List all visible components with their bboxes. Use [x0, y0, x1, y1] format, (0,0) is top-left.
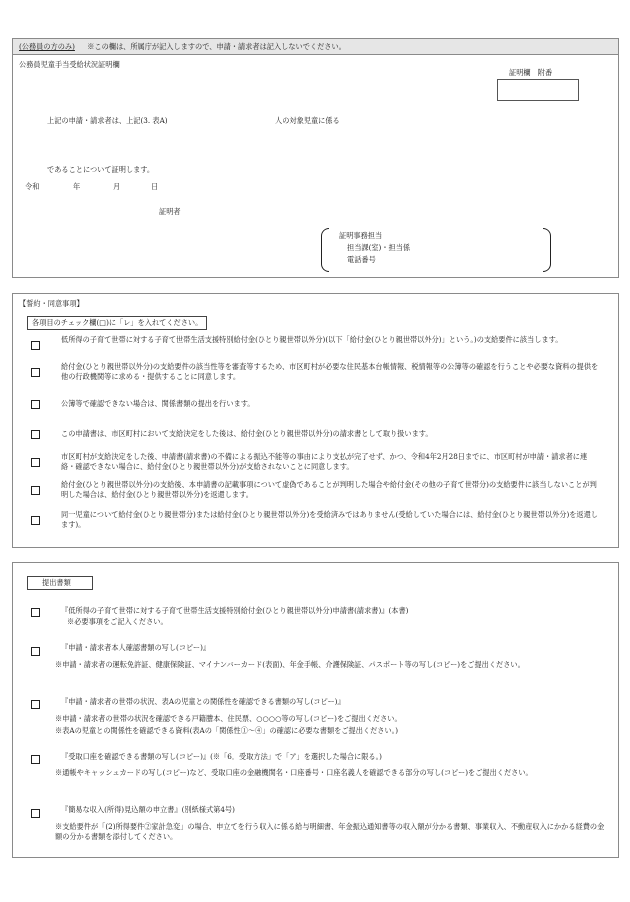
date-day: 日 [151, 182, 159, 191]
certify-line-1a: 上記の申請・請求者は、上記(3. 表A) [47, 116, 168, 125]
document-2-title: 『申請・請求者本人確認書類の写し(コピー)』 [61, 643, 211, 652]
office-dept-label: 担当課(室)・担当係 [347, 243, 411, 252]
document-3-title: 『申請・請求者の世帯の状況、表Aの児童との関係性を確認できる書類の写し(コピー)』 [61, 697, 345, 706]
pledge-item-7: 同一児童について給付金(ひとり親世帯分)または給付金(ひとり親世帯以外分)を受給済みではありません(受給していた場合には、給付金(ひとり親世帯以外分)を返還します)。 [61, 510, 598, 529]
document-checkbox-3[interactable] [31, 700, 40, 709]
date-era: 令和 [25, 182, 40, 191]
pledge-checkbox-3[interactable] [31, 400, 40, 409]
document-checkbox-1[interactable] [31, 608, 40, 617]
document-checkbox-2[interactable] [31, 647, 40, 656]
document-3-note-1: ※申請・請求者の世帯の状況を確認できる戸籍謄本、住民票、○○○○等の写し(コピー)をご提出ください。 [55, 714, 402, 723]
documents-title: 提出書類 [27, 576, 93, 590]
document-checkbox-4[interactable] [31, 755, 40, 764]
office-bracket-left [321, 228, 329, 272]
pledge-checkbox-7[interactable] [31, 516, 40, 525]
attached-number-field[interactable] [497, 79, 579, 101]
document-5-title: 『簡易な収入(所得)見込額の申立書』(別紙様式第4号) [61, 805, 235, 814]
document-1-note: ※必要事項をご記入ください。 [67, 617, 168, 626]
pledge-checkbox-1[interactable] [31, 341, 40, 350]
office-label: 証明事務担当 [339, 231, 383, 240]
pledge-item-3: 公簿等で確認できない場合は、関係書類の提出を行います。 [61, 399, 255, 408]
pledge-item-2: 給付金(ひとり親世帯以外分)の支給要件の該当性等を審査等するため、市区町村が必要な住民基本台帳情報、税情報等の公簿等の確認を行うことや必要な資料の提供を他の行政機関等に求める・提供することに同意します。 [61, 362, 599, 381]
section-header [13, 39, 618, 55]
date-year: 年 [73, 182, 81, 191]
section-title: 公務員児童手当受給状況証明欄 [19, 60, 120, 69]
pledge-checkbox-4[interactable] [31, 430, 40, 439]
office-phone-label: 電話番号 [347, 255, 376, 264]
pledge-title: 【誓約・同意事項】 [19, 299, 84, 308]
public-servant-section [12, 38, 619, 278]
pledge-instruction: 各項目のチェック欄(□)に「レ」を入れてください。 [27, 316, 207, 330]
required-documents-section [12, 562, 619, 858]
pledge-item-5: 市区町村が支給決定をした後、申請書(請求書)の不備による振込不能等の事由により支払が完了せず、かつ、令和4年2月28日までに、市区町村が申請・請求者に連絡・確認できない場合に、給付金(ひとり親世帯以外分)が支給されないことに同意します。 [61, 452, 588, 471]
document-1-title: 『低所得の子育て世帯に対する子育て世帯生活支援特別給付金(ひとり親世帯以外分)申請書(請求書)』(本書) [61, 606, 409, 615]
document-4-note: ※通帳やキャッシュカードの写し(コピー)など、受取口座の金融機関名・口座番号・口座名義人を確認できる部分の写し(コピー)をご提出ください。 [55, 768, 533, 777]
document-5-note: ※支給要件が「(2)所得要件②家計急変」の場合、申立てを行う収入に係る給与明細書、年金振込通知書等の収入額が分かる書類、事業収入、不動産収入にかかる経費の金額の分かる書類を添付してください。 [55, 822, 605, 841]
header-note: ※この欄は、所属庁が記入しますので、申請・請求者は記入しないでください。 [87, 42, 346, 51]
date-month: 月 [113, 182, 121, 191]
pledge-checkbox-6[interactable] [31, 486, 40, 495]
document-checkbox-5[interactable] [31, 809, 40, 818]
certify-line-1b: 人の対象児童に係る [275, 116, 340, 125]
office-bracket-right [543, 228, 551, 272]
pledge-item-1: 低所得の子育て世帯に対する子育て世帯生活支援特別給付金(ひとり親世帯以外分)(以下「給付金(ひとり親世帯以外分)」という。)の支給要件に該当します。 [61, 335, 563, 344]
pledge-item-6: 給付金(ひとり親世帯以外分)の支給後、本申請書の記載事項について虚偽であることが判明した場合や給付金(その他の子育て世帯分)の支給要件に該当しないことが判明した場合は、給付金(ひとり親世帯以外分)を返還します。 [61, 480, 597, 499]
attached-number-label: 証明欄 附番 [509, 68, 553, 77]
pledge-item-4: この申請書は、市区町村において支給決定をした後は、給付金(ひとり親世帯以外分)の請求書として取り扱います。 [61, 429, 433, 438]
header-title: (公務員の方のみ) [19, 42, 75, 51]
certifier-label: 証明者 [159, 207, 181, 216]
pledge-consent-section [12, 293, 619, 548]
pledge-checkbox-2[interactable] [31, 368, 40, 377]
pledge-checkbox-5[interactable] [31, 458, 40, 467]
certify-line-2: であることについて証明します。 [47, 165, 155, 174]
document-3-note-2: ※表Aの児童との関係性を確認できる資料(表Aの「関係性①〜④」の確認に必要な書類をご提出ください。) [55, 726, 399, 735]
document-4-title: 『受取口座を確認できる書類の写し(コピー)』(※「6．受取方法」で「ア」を選択した場合に限る。) [61, 752, 382, 761]
document-2-note: ※申請・請求者の運転免許証、健康保険証、マイナンバーカード(表面)、年金手帳、介護保険証、パスポート等の写し(コピー)をご提出ください。 [55, 660, 525, 669]
